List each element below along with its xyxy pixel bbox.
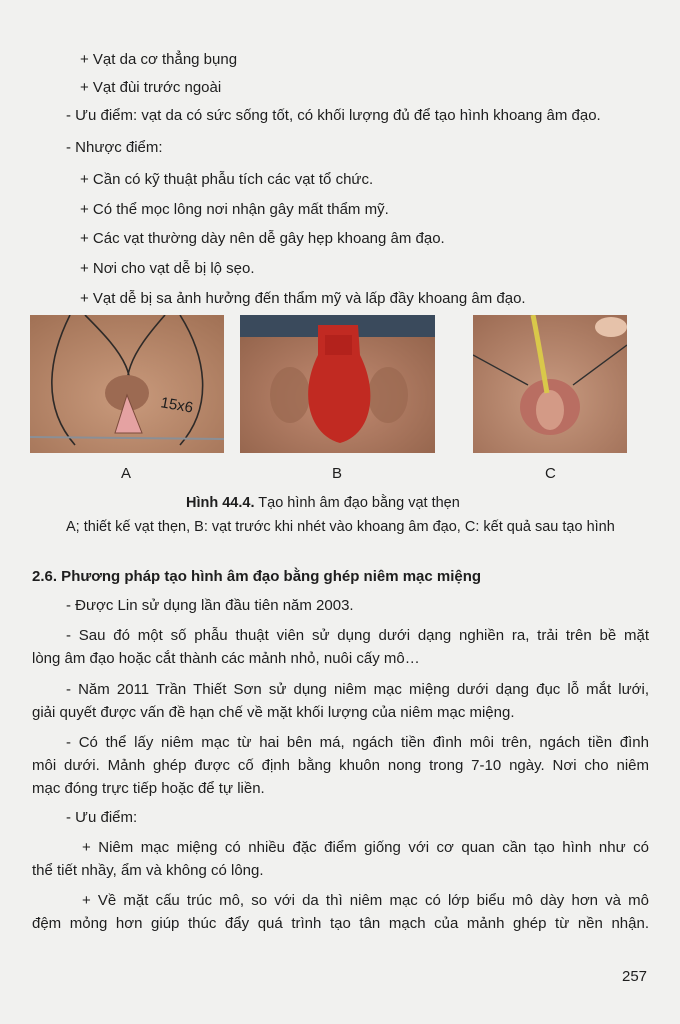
paragraph-line: + Về mặt cấu trúc mô, so với da thì niêm mạc có lớp biểu mô dày hơn và mô [82, 892, 649, 909]
paragraph-line: thể tiết nhầy, ẩm và không có lông. [32, 862, 264, 879]
disadvantage-item: + Nơi cho vạt dễ bị lộ sẹo. [80, 260, 255, 277]
paragraph-line: môi dưới. Mảnh ghép được cố định bằng khuôn nong trong 7-10 ngày. Nơi cho niêm [32, 757, 649, 774]
disadvantage-item: + Các vạt thường dày nên dễ gây hẹp khoang âm đạo. [80, 230, 445, 247]
paragraph-line: - Được Lin sử dụng lần đầu tiên năm 2003. [66, 597, 354, 614]
bullet-rectus-flap: + Vạt da cơ thẳng bụng [80, 51, 238, 68]
disadvantage-item: + Vạt dễ bị sa ảnh hưởng đến thẩm mỹ và lấp đầy khoang âm đạo. [80, 290, 526, 307]
disadvantage-heading: - Nhược điểm: [66, 139, 163, 156]
advantage-line: - Ưu điểm: vạt da có sức sống tốt, có khối lượng đủ để tạo hình khoang âm đạo. [66, 107, 601, 124]
paragraph-line: + Niêm mạc miệng có nhiều đặc điểm giống với cơ quan cần tạo hình như có [82, 839, 649, 856]
figure-photo-b [240, 315, 435, 453]
figure-photo-c [473, 315, 627, 453]
paragraph-line: giải quyết được vấn đề hạn chế về mặt khối lượng của niêm mạc miệng. [32, 704, 515, 721]
paragraph-line: lòng âm đạo hoặc cắt thành các mảnh nhỏ, nuôi cấy mô… [32, 650, 420, 667]
paragraph-line: - Năm 2011 Trần Thiết Sơn sử dụng niêm mạc miệng dưới dạng đục lỗ mắt lưới, [66, 681, 649, 698]
paragraph-line: đệm mỏng hơn giúp thúc đẩy quá trình tạo tân mạch của mảnh ghép từ nền nhận. [32, 915, 649, 932]
paragraph-line: - Sau đó một số phẫu thuật viên sử dụng dưới dạng nghiền ra, trải trên bề mặt [66, 627, 649, 644]
panel-label-c: C [545, 465, 556, 482]
paragraph-line: - Ưu điểm: [66, 809, 138, 826]
paragraph-line: - Có thể lấy niêm mạc từ hai bên má, ngách tiền đình môi trên, ngách tiền đình [66, 734, 649, 751]
disadvantage-item: + Có thể mọc lông nơi nhận gây mất thẩm mỹ. [80, 201, 389, 218]
figure-photo-a [30, 315, 224, 453]
figure-caption-detail: A; thiết kế vạt thẹn, B: vạt trước khi nhét vào khoang âm đạo, C: kết quả sau tạo hình [66, 519, 615, 535]
section-heading: 2.6. Phương pháp tạo hình âm đạo bằng ghép niêm mạc miệng [32, 568, 482, 585]
panel-label-a: A [121, 465, 132, 482]
bullet-thigh-flap: + Vạt đùi trước ngoài [80, 79, 222, 96]
panel-label-b: B [332, 465, 343, 482]
figure-title: Tạo hình âm đạo bằng vạt thẹn [254, 495, 460, 511]
paragraph-line: mạc đóng trực tiếp hoặc để tự liền. [32, 780, 265, 797]
disadvantage-item: + Cần có kỹ thuật phẫu tích các vạt tổ chức. [80, 171, 374, 188]
page-number: 257 [622, 968, 648, 985]
flap-size-marking: 15x6 [159, 394, 195, 417]
figure-caption [186, 495, 460, 511]
figure-number: Hình 44.4. [186, 495, 255, 511]
